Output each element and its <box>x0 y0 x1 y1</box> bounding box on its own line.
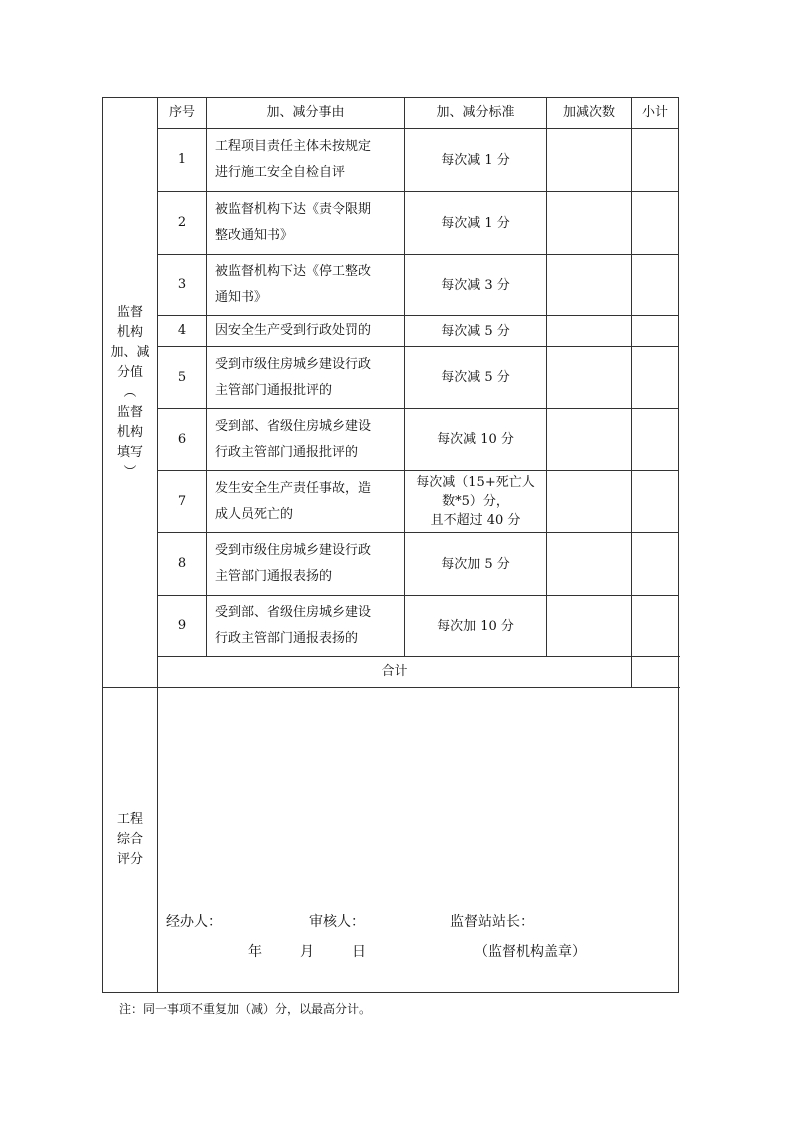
footnote: 注：同一事项不重复加（减）分，以最高分计。 <box>119 1002 372 1016</box>
row-standard <box>405 347 547 409</box>
signature-handler-label: 经办人： <box>166 914 222 930</box>
row-count-cell[interactable] <box>547 347 632 409</box>
row-seq: 5 <box>158 347 207 409</box>
signature-area <box>158 688 678 992</box>
table-row <box>103 347 679 409</box>
standard-line: 每次加 10 分 <box>437 618 514 634</box>
reason-line: 行政主管部门通报批评的 <box>215 444 359 460</box>
standard-line: 每次加 5 分 <box>441 556 510 572</box>
overall-content-cell[interactable] <box>158 688 679 993</box>
row-standard <box>405 533 547 596</box>
table-row <box>103 129 679 192</box>
header-count: 加减次数 <box>547 98 632 129</box>
header-seq: 序号 <box>158 98 207 129</box>
signature-seal-label: （监督机构盖章） <box>474 944 586 960</box>
row-seq: 6 <box>158 409 207 471</box>
reason-line: 受到部、省级住房城乡建设 <box>215 418 372 434</box>
total-label: 合计 <box>158 657 632 688</box>
row-reason <box>207 471 405 533</box>
row-reason <box>207 255 405 316</box>
table-row <box>103 316 679 347</box>
reason-line: 受到市级住房城乡建设行政 <box>215 356 372 372</box>
row-subtotal-cell[interactable] <box>632 409 679 471</box>
reason-line: 工程项目责任主体未按规定 <box>215 139 372 154</box>
row-seq: 3 <box>158 255 207 316</box>
side-label-char: ︶ <box>123 464 137 480</box>
table-row <box>103 471 679 533</box>
row-reason <box>207 409 405 471</box>
reason-line: 主管部门通报表扬的 <box>215 569 333 584</box>
row-reason <box>207 129 405 192</box>
row-reason <box>207 596 405 657</box>
row-count-cell[interactable] <box>547 255 632 316</box>
row-subtotal-cell[interactable] <box>632 129 679 192</box>
supervision-side-label <box>103 98 158 688</box>
row-seq: 8 <box>158 533 207 596</box>
reason-line: 整改通知书》 <box>215 228 294 243</box>
row-seq: 9 <box>158 596 207 657</box>
row-standard <box>405 471 547 533</box>
overall-label-char: 评分 <box>116 852 143 867</box>
standard-line: 每次减 1 分 <box>441 215 510 231</box>
signature-year-label: 年 <box>248 944 262 960</box>
standard-line: 每次减 10 分 <box>437 432 514 447</box>
row-reason <box>207 533 405 596</box>
side-label-char: ︵ <box>123 384 137 400</box>
side-label-char: 机构 <box>116 324 143 340</box>
row-seq: 7 <box>158 471 207 533</box>
reason-line: 受到市级住房城乡建设行政 <box>215 543 372 558</box>
reason-line: 进行施工安全自检自评 <box>215 165 346 180</box>
standard-line: 每次减 5 分 <box>441 370 510 385</box>
standard-line: 且不超过 40 分 <box>430 513 521 528</box>
side-label-char: 加、减 <box>110 344 150 360</box>
reason-line: 主管部门通报批评的 <box>215 382 333 398</box>
header-row <box>103 98 679 129</box>
table-row <box>103 255 679 316</box>
standard-line: 每次减 5 分 <box>441 323 510 339</box>
side-label-char: 分值 <box>116 364 143 380</box>
row-reason <box>207 347 405 409</box>
row-standard <box>405 192 547 255</box>
side-label-char: 机构 <box>116 424 143 440</box>
table-row <box>103 533 679 596</box>
table-row <box>103 409 679 471</box>
row-subtotal-cell[interactable] <box>632 533 679 596</box>
side-label-char: 监督 <box>116 404 143 420</box>
standard-line: 每次减 1 分 <box>441 152 510 168</box>
standard-line: 每次减（15+死亡人 <box>416 475 535 490</box>
overall-row <box>103 688 679 993</box>
row-count-cell[interactable] <box>547 316 632 347</box>
header-reason: 加、减分事由 <box>207 98 405 129</box>
row-count-cell[interactable] <box>547 409 632 471</box>
reason-line: 因安全生产受到行政处罚的 <box>215 323 372 338</box>
total-value-cell[interactable] <box>632 657 679 688</box>
table-row <box>103 596 679 657</box>
row-count-cell[interactable] <box>547 533 632 596</box>
row-standard <box>405 596 547 657</box>
row-seq: 4 <box>158 316 207 347</box>
overall-label-char: 综合 <box>116 832 143 847</box>
signature-reviewer-label: 审核人： <box>309 914 365 930</box>
row-seq: 2 <box>158 192 207 255</box>
reason-line: 受到部、省级住房城乡建设 <box>215 605 372 620</box>
table-row <box>103 192 679 255</box>
signature-day-label: 日 <box>352 944 366 960</box>
standard-line: 数*5）分， <box>442 494 509 509</box>
side-label-char: 监督 <box>116 304 143 320</box>
reason-line: 成人员死亡的 <box>215 506 294 522</box>
row-subtotal-cell[interactable] <box>632 255 679 316</box>
row-standard <box>405 316 547 347</box>
reason-line: 通知书》 <box>215 290 268 305</box>
row-reason <box>207 192 405 255</box>
overall-label-char: 工程 <box>116 812 143 827</box>
overall-side-label <box>103 688 158 993</box>
score-table <box>102 97 679 993</box>
row-subtotal-cell[interactable] <box>632 316 679 347</box>
row-standard <box>405 129 547 192</box>
row-subtotal-cell[interactable] <box>632 347 679 409</box>
header-standard: 加、减分标准 <box>405 98 547 129</box>
standard-line: 每次减 3 分 <box>441 277 510 293</box>
row-reason <box>207 316 405 347</box>
reason-line: 被监督机构下达《责令限期 <box>215 202 372 217</box>
row-subtotal-cell[interactable] <box>632 596 679 657</box>
row-subtotal-cell[interactable] <box>632 471 679 533</box>
signature-month-label: 月 <box>300 944 314 960</box>
reason-line: 被监督机构下达《停工整改 <box>215 264 372 279</box>
row-count-cell[interactable] <box>547 471 632 533</box>
row-standard <box>405 255 547 316</box>
side-label-char: 填写 <box>116 444 143 460</box>
row-seq: 1 <box>158 129 207 192</box>
row-count-cell[interactable] <box>547 596 632 657</box>
row-subtotal-cell[interactable] <box>632 192 679 255</box>
header-subtotal: 小计 <box>632 98 679 129</box>
row-count-cell[interactable] <box>547 192 632 255</box>
reason-line: 行政主管部门通报表扬的 <box>215 631 359 646</box>
row-standard <box>405 409 547 471</box>
total-row <box>103 657 679 688</box>
row-count-cell[interactable] <box>547 129 632 192</box>
signature-director-label: 监督站站长： <box>450 914 534 930</box>
reason-line: 发生安全生产责任事故，造 <box>215 480 372 496</box>
